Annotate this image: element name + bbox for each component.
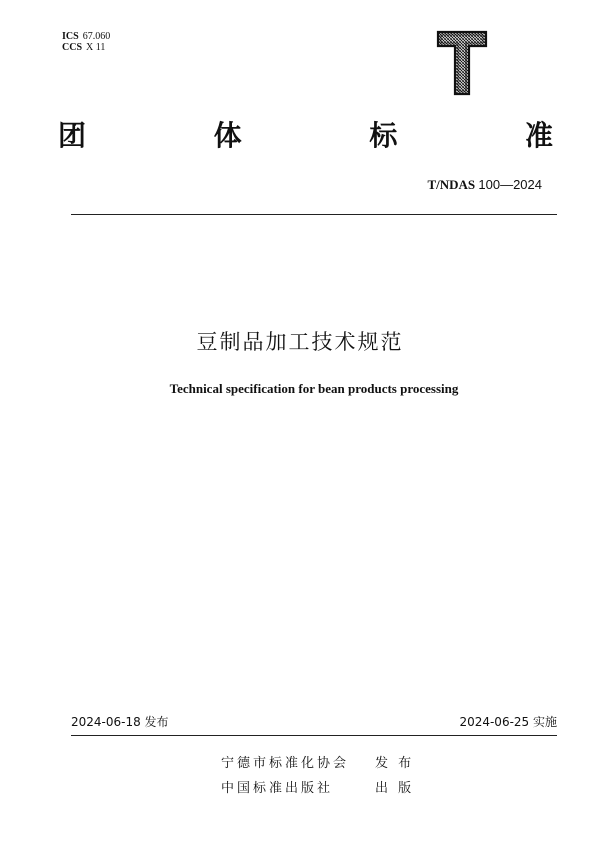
effective-date: 2024-06-25 实施 (459, 715, 557, 729)
standard-code-prefix: T/NDAS (427, 177, 476, 192)
document-category (58, 118, 553, 154)
publisher-org: 宁德市标准化协会 (221, 756, 350, 771)
group-standard-T-logo (436, 30, 488, 96)
category-char: 体 (213, 119, 242, 152)
publisher-line (221, 752, 414, 771)
category-char: 准 (524, 119, 553, 152)
bottom-divider (71, 735, 557, 736)
publisher-role: 出 版 (375, 781, 415, 796)
title-english: Technical specification for bean products processing (169, 381, 459, 396)
ics-value: 67.060 (82, 31, 111, 42)
category-char: 团 (58, 119, 87, 152)
standard-code-number: 100—2024 (478, 177, 542, 192)
ics-label: ICS (62, 31, 79, 42)
ccs-label: CCS (62, 42, 83, 53)
standard-code (427, 177, 542, 193)
ccs-code (62, 42, 105, 53)
title-chinese: 豆制品加工技术规范 (196, 330, 404, 354)
publisher-line (221, 777, 414, 796)
publisher-org: 中国标准出版社 (221, 781, 334, 796)
ccs-value: X 11 (86, 42, 106, 53)
publisher-role: 发 布 (375, 756, 415, 771)
ics-code (62, 31, 110, 42)
issue-date: 2024-06-18 发布 (71, 715, 169, 729)
top-divider (71, 214, 557, 215)
category-char: 标 (369, 119, 398, 152)
